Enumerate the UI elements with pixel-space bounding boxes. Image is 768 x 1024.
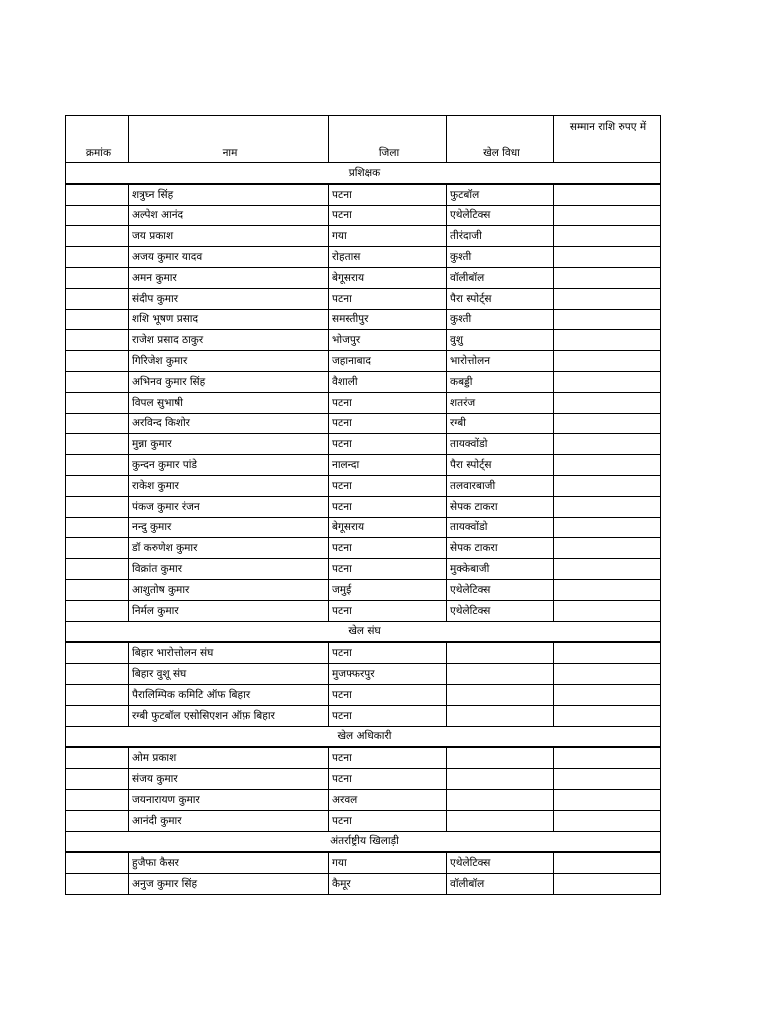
table-row — [66, 664, 661, 685]
amount-cell — [554, 747, 661, 768]
district-cell: भोजपुर — [329, 330, 447, 351]
awards-table — [65, 115, 661, 895]
serial-cell — [66, 455, 129, 476]
serial-cell — [66, 267, 129, 288]
serial-cell — [66, 874, 129, 895]
name-cell: जयनारायण कुमार — [129, 789, 329, 810]
amount-cell — [554, 852, 661, 873]
amount-cell — [554, 789, 661, 810]
serial-cell — [66, 205, 129, 226]
table-row — [66, 413, 661, 434]
table-row — [66, 392, 661, 413]
name-cell: अमन कुमार — [129, 267, 329, 288]
district-cell: पटना — [329, 288, 447, 309]
sport-cell: रग्बी — [447, 413, 554, 434]
district-cell: पटना — [329, 475, 447, 496]
table-row — [66, 371, 661, 392]
table-row — [66, 496, 661, 517]
district-cell: पटना — [329, 600, 447, 621]
serial-cell — [66, 747, 129, 768]
amount-cell — [554, 705, 661, 726]
sport-cell: सेपक टाकरा — [447, 496, 554, 517]
serial-cell — [66, 705, 129, 726]
name-cell: अरविन्द किशोर — [129, 413, 329, 434]
sport-cell: तीरंदाजी — [447, 226, 554, 247]
name-cell: मुन्ना कुमार — [129, 434, 329, 455]
district-cell: जहानाबाद — [329, 351, 447, 372]
serial-cell — [66, 330, 129, 351]
amount-cell — [554, 496, 661, 517]
table-row — [66, 874, 661, 895]
section-header-row — [66, 163, 661, 184]
table-row — [66, 434, 661, 455]
name-cell: आनंदी कुमार — [129, 810, 329, 831]
table-row — [66, 747, 661, 768]
name-cell: बिहार भारोत्तोलन संघ — [129, 642, 329, 663]
name-cell: अभिनव कुमार सिंह — [129, 371, 329, 392]
table-row — [66, 455, 661, 476]
amount-cell — [554, 600, 661, 621]
amount-cell — [554, 642, 661, 663]
amount-cell — [554, 538, 661, 559]
amount-cell — [554, 769, 661, 790]
table-row — [66, 600, 661, 621]
district-cell: गया — [329, 852, 447, 873]
sport-cell: कबड्डी — [447, 371, 554, 392]
table-row — [66, 769, 661, 790]
name-cell: कुन्दन कुमार पांडे — [129, 455, 329, 476]
name-cell: डॉ करुणेश कुमार — [129, 538, 329, 559]
serial-cell — [66, 852, 129, 873]
sport-cell: शतरंज — [447, 392, 554, 413]
sport-cell: वुशु — [447, 330, 554, 351]
district-cell: पटना — [329, 392, 447, 413]
amount-cell — [554, 664, 661, 685]
table-row — [66, 579, 661, 600]
serial-cell — [66, 413, 129, 434]
serial-cell — [66, 475, 129, 496]
amount-cell — [554, 247, 661, 268]
serial-cell — [66, 184, 129, 205]
amount-cell — [554, 226, 661, 247]
amount-cell — [554, 684, 661, 705]
sport-cell: एथेलेटिक्स — [447, 600, 554, 621]
serial-cell — [66, 371, 129, 392]
header-row — [66, 116, 661, 163]
serial-cell — [66, 642, 129, 663]
name-cell: अनुज कुमार सिंह — [129, 874, 329, 895]
district-cell: रोहतास — [329, 247, 447, 268]
district-cell: पटना — [329, 642, 447, 663]
sport-cell: मुक्केबाजी — [447, 559, 554, 580]
district-cell: समस्तीपुर — [329, 309, 447, 330]
sport-cell — [447, 747, 554, 768]
district-cell: बेगूसराय — [329, 267, 447, 288]
name-cell: हुजैफा कैसर — [129, 852, 329, 873]
amount-cell — [554, 351, 661, 372]
serial-cell — [66, 434, 129, 455]
section-title: प्रशिक्षक — [66, 163, 661, 184]
name-cell: संदीप कुमार — [129, 288, 329, 309]
table-row — [66, 789, 661, 810]
serial-cell — [66, 392, 129, 413]
sport-cell: भारोत्तोलन — [447, 351, 554, 372]
amount-cell — [554, 205, 661, 226]
name-cell: अजय कुमार यादव — [129, 247, 329, 268]
header-serial: क्रमांक — [66, 116, 129, 163]
serial-cell — [66, 684, 129, 705]
serial-cell — [66, 288, 129, 309]
header-amount: सम्मान राशि रुपए में — [554, 116, 661, 163]
table-row — [66, 538, 661, 559]
amount-cell — [554, 330, 661, 351]
name-cell: नन्दु कुमार — [129, 517, 329, 538]
district-cell: नालन्दा — [329, 455, 447, 476]
name-cell: ओम प्रकाश — [129, 747, 329, 768]
sport-cell — [447, 664, 554, 685]
table-row — [66, 184, 661, 205]
district-cell: पटना — [329, 769, 447, 790]
section-header-row — [66, 726, 661, 747]
table-body — [66, 163, 661, 895]
name-cell: बिहार वुशू संघ — [129, 664, 329, 685]
table-row — [66, 852, 661, 873]
sport-cell — [447, 684, 554, 705]
table-row — [66, 309, 661, 330]
serial-cell — [66, 496, 129, 517]
serial-cell — [66, 517, 129, 538]
district-cell: मुजफ्फरपुर — [329, 664, 447, 685]
section-title: अंतर्राष्ट्रीय खिलाड़ी — [66, 831, 661, 852]
district-cell: जमुई — [329, 579, 447, 600]
name-cell: शत्रुघ्न सिंह — [129, 184, 329, 205]
amount-cell — [554, 559, 661, 580]
amount-cell — [554, 517, 661, 538]
sport-cell — [447, 642, 554, 663]
table-row — [66, 517, 661, 538]
sport-cell — [447, 810, 554, 831]
sport-cell: कुश्ती — [447, 309, 554, 330]
name-cell: रग्बी फुटबॉल एसोसिएशन ऑफ़ बिहार — [129, 705, 329, 726]
sport-cell: तायक्वोंडो — [447, 434, 554, 455]
name-cell: अल्पेश आनंद — [129, 205, 329, 226]
sport-cell: पैरा स्पोर्ट्स — [447, 455, 554, 476]
table-row — [66, 705, 661, 726]
serial-cell — [66, 664, 129, 685]
amount-cell — [554, 184, 661, 205]
district-cell: वैशाली — [329, 371, 447, 392]
sport-cell: तलवारबाजी — [447, 475, 554, 496]
amount-cell — [554, 475, 661, 496]
sport-cell: वॉलीबॉल — [447, 874, 554, 895]
name-cell: निर्मल कुमार — [129, 600, 329, 621]
table-row — [66, 684, 661, 705]
serial-cell — [66, 309, 129, 330]
table-row — [66, 226, 661, 247]
table-row — [66, 247, 661, 268]
serial-cell — [66, 247, 129, 268]
district-cell: पटना — [329, 810, 447, 831]
amount-cell — [554, 434, 661, 455]
district-cell: पटना — [329, 559, 447, 580]
district-cell: पटना — [329, 434, 447, 455]
table-row — [66, 288, 661, 309]
sport-cell: पैरा स्पोर्ट्स — [447, 288, 554, 309]
sport-cell: एथेलेटिक्स — [447, 579, 554, 600]
district-cell: पटना — [329, 747, 447, 768]
sport-cell — [447, 789, 554, 810]
name-cell: विक्रांत कुमार — [129, 559, 329, 580]
table-row — [66, 205, 661, 226]
amount-cell — [554, 874, 661, 895]
district-cell: पटना — [329, 538, 447, 559]
amount-cell — [554, 579, 661, 600]
table-row — [66, 351, 661, 372]
section-header-row — [66, 621, 661, 642]
serial-cell — [66, 351, 129, 372]
serial-cell — [66, 600, 129, 621]
amount-cell — [554, 371, 661, 392]
sport-cell — [447, 705, 554, 726]
sport-cell: फुटबॉल — [447, 184, 554, 205]
sport-cell: कुश्ती — [447, 247, 554, 268]
serial-cell — [66, 789, 129, 810]
amount-cell — [554, 455, 661, 476]
name-cell: गिरिजेश कुमार — [129, 351, 329, 372]
table-row — [66, 810, 661, 831]
serial-cell — [66, 810, 129, 831]
table-row — [66, 559, 661, 580]
name-cell: विपल सुभाषी — [129, 392, 329, 413]
amount-cell — [554, 288, 661, 309]
name-cell: राजेश प्रसाद ठाकुर — [129, 330, 329, 351]
sport-cell: एथेलेटिक्स — [447, 852, 554, 873]
name-cell: जय प्रकाश — [129, 226, 329, 247]
district-cell: पटना — [329, 205, 447, 226]
amount-cell — [554, 392, 661, 413]
sport-cell: वॉलीबॉल — [447, 267, 554, 288]
sport-cell — [447, 769, 554, 790]
table-row — [66, 267, 661, 288]
table-row — [66, 330, 661, 351]
amount-cell — [554, 413, 661, 434]
amount-cell — [554, 267, 661, 288]
sport-cell: एथेलेटिक्स — [447, 205, 554, 226]
serial-cell — [66, 226, 129, 247]
district-cell: कैमूर — [329, 874, 447, 895]
header-district: जिला — [329, 116, 447, 163]
name-cell: पैरालिम्पिक कमिटि ऑफ बिहार — [129, 684, 329, 705]
name-cell: राकेश कुमार — [129, 475, 329, 496]
amount-cell — [554, 309, 661, 330]
district-cell: गया — [329, 226, 447, 247]
name-cell: आशुतोष कुमार — [129, 579, 329, 600]
district-cell: बेगूसराय — [329, 517, 447, 538]
serial-cell — [66, 538, 129, 559]
section-title: खेल संघ — [66, 621, 661, 642]
section-title: खेल अधिकारी — [66, 726, 661, 747]
header-name: नाम — [129, 116, 329, 163]
header-sport: खेल विधा — [447, 116, 554, 163]
sport-cell: तायक्वोंडो — [447, 517, 554, 538]
district-cell: पटना — [329, 413, 447, 434]
sport-cell: सेपक टाकरा — [447, 538, 554, 559]
district-cell: पटना — [329, 496, 447, 517]
serial-cell — [66, 769, 129, 790]
table-row — [66, 642, 661, 663]
section-header-row — [66, 831, 661, 852]
district-cell: पटना — [329, 684, 447, 705]
serial-cell — [66, 579, 129, 600]
district-cell: अरवल — [329, 789, 447, 810]
name-cell: पंकज कुमार रंजन — [129, 496, 329, 517]
table-row — [66, 475, 661, 496]
district-cell: पटना — [329, 705, 447, 726]
name-cell: संजय कुमार — [129, 769, 329, 790]
district-cell: पटना — [329, 184, 447, 205]
amount-cell — [554, 810, 661, 831]
name-cell: शशि भूषण प्रसाद — [129, 309, 329, 330]
serial-cell — [66, 559, 129, 580]
